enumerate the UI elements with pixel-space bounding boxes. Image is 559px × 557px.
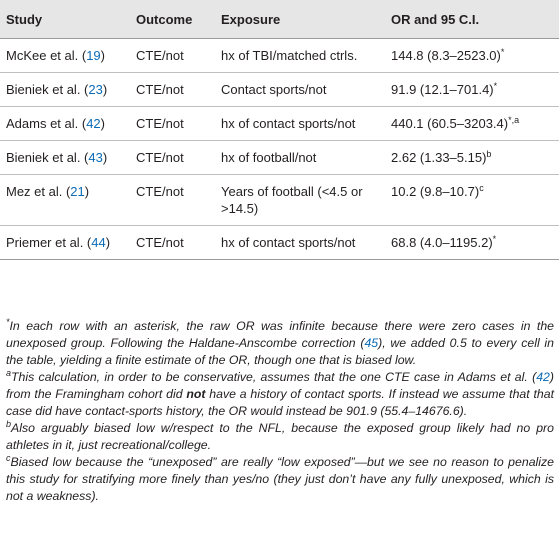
reference-link[interactable]: 45 (364, 336, 379, 350)
footnote-c (6, 454, 554, 505)
reference-link[interactable]: 21 (70, 184, 85, 199)
table-row (0, 73, 559, 107)
table-row (0, 107, 559, 141)
or-cell (387, 175, 559, 226)
exposure-cell: hx of contact sports/not (217, 226, 387, 260)
footnote-marker: * (493, 81, 498, 91)
outcome-cell: CTE/not (132, 226, 217, 260)
study-cell (0, 39, 132, 73)
study-cell (0, 107, 132, 141)
footnote-mark: c (6, 453, 11, 463)
reference-link[interactable]: 23 (88, 82, 103, 97)
or-value: 10.2 (9.8–10.7) (391, 184, 480, 199)
or-cell (387, 73, 559, 107)
footnote-marker: * (492, 234, 497, 244)
footnote-b (6, 420, 554, 454)
header-or-ci: OR and 95 C.I. (387, 0, 559, 39)
exposure-cell: hx of football/not (217, 141, 387, 175)
footnote-text: ) from the Framingham cohort did (6, 370, 554, 401)
exposure-cell: hx of TBI/matched ctrls. (217, 39, 387, 73)
table-row (0, 226, 559, 260)
footnote-a (6, 369, 554, 420)
footnote-mark: a (6, 368, 12, 378)
study-paren: ) (100, 48, 106, 63)
footnote-mark: b (6, 419, 12, 429)
table-footnotes (6, 318, 554, 505)
or-cell (387, 226, 559, 260)
study-name: Adams et al. ( (6, 116, 87, 131)
or-value: 2.62 (1.33–5.15) (391, 150, 487, 165)
outcome-cell: CTE/not (132, 141, 217, 175)
header-study: Study (0, 0, 132, 39)
footnote-marker: *,a (508, 115, 520, 125)
outcome-cell: CTE/not (132, 73, 217, 107)
exposure-cell: Years of football (<4.5 or >14.5) (217, 175, 387, 226)
reference-link[interactable]: 43 (88, 150, 103, 165)
footnote-text: Also arguably biased low w/respect to the NFL, because the exposed group likely had no pro athletes in it, just recreational/college. (6, 421, 554, 452)
footnote-text: Biased low because the “unexposed” are really “low exposed”—but we see no reason to penalize this study for stratifying more finely than yes/no (they just don’t have any fully unexposed, which is not a weakness). (6, 455, 554, 503)
reference-link[interactable]: 42 (536, 370, 550, 384)
or-value: 440.1 (60.5–3203.4) (391, 116, 509, 131)
table-body (0, 39, 559, 260)
odds-ratio-table (0, 0, 559, 260)
study-name: Bieniek et al. ( (6, 82, 89, 97)
study-paren: ) (105, 235, 111, 250)
study-name: McKee et al. ( (6, 48, 87, 63)
table-row (0, 175, 559, 226)
footnote-marker: * (500, 47, 505, 57)
footnote-marker: b (486, 149, 492, 159)
reference-link[interactable]: 44 (91, 235, 106, 250)
table-row (0, 141, 559, 175)
study-name: Priemer et al. ( (6, 235, 92, 250)
or-cell (387, 141, 559, 175)
header-outcome: Outcome (132, 0, 217, 39)
table-header-row (0, 0, 559, 39)
footnote-emphasis: not (186, 387, 206, 401)
study-paren: ) (102, 150, 108, 165)
or-cell (387, 107, 559, 141)
study-paren: ) (102, 82, 108, 97)
study-cell (0, 73, 132, 107)
study-paren: ) (84, 184, 90, 199)
footnote-text: This calculation, in order to be conservative, assumes that the one CTE case in Adams et al. ( (11, 370, 537, 384)
exposure-cell: hx of contact sports/not (217, 107, 387, 141)
footnote-marker: c (479, 183, 484, 193)
table-row (0, 39, 559, 73)
study-paren: ) (100, 116, 106, 131)
footnote-text: In each row with an asterisk, the raw OR was infinite because there were zero cases in the unexposed group. Following the Haldane-Anscombe correction ( (6, 319, 554, 350)
footnote-text: have a history of contact sports. If instead we assume that that case did have contact-sports history, the OR would instead be 901.9 (55.4–14676.6). (6, 387, 554, 418)
outcome-cell: CTE/not (132, 175, 217, 226)
exposure-cell: Contact sports/not (217, 73, 387, 107)
header-exposure: Exposure (217, 0, 387, 39)
outcome-cell: CTE/not (132, 107, 217, 141)
or-cell (387, 39, 559, 73)
study-cell (0, 141, 132, 175)
or-value: 144.8 (8.3–2523.0) (391, 48, 501, 63)
or-value: 68.8 (4.0–1195.2) (391, 235, 493, 250)
study-cell (0, 226, 132, 260)
reference-link[interactable]: 42 (86, 116, 101, 131)
footnote-text: ), we added 0.5 to every cell in the table, yielding a finite estimate of the OR, though one that is biased low. (6, 336, 554, 367)
study-name: Mez et al. ( (6, 184, 71, 199)
study-name: Bieniek et al. ( (6, 150, 89, 165)
outcome-cell: CTE/not (132, 39, 217, 73)
or-value: 91.9 (12.1–701.4) (391, 82, 494, 97)
footnote-mark: * (6, 317, 10, 327)
reference-link[interactable]: 19 (86, 48, 101, 63)
study-cell (0, 175, 132, 226)
footnote-asterisk (6, 318, 554, 369)
